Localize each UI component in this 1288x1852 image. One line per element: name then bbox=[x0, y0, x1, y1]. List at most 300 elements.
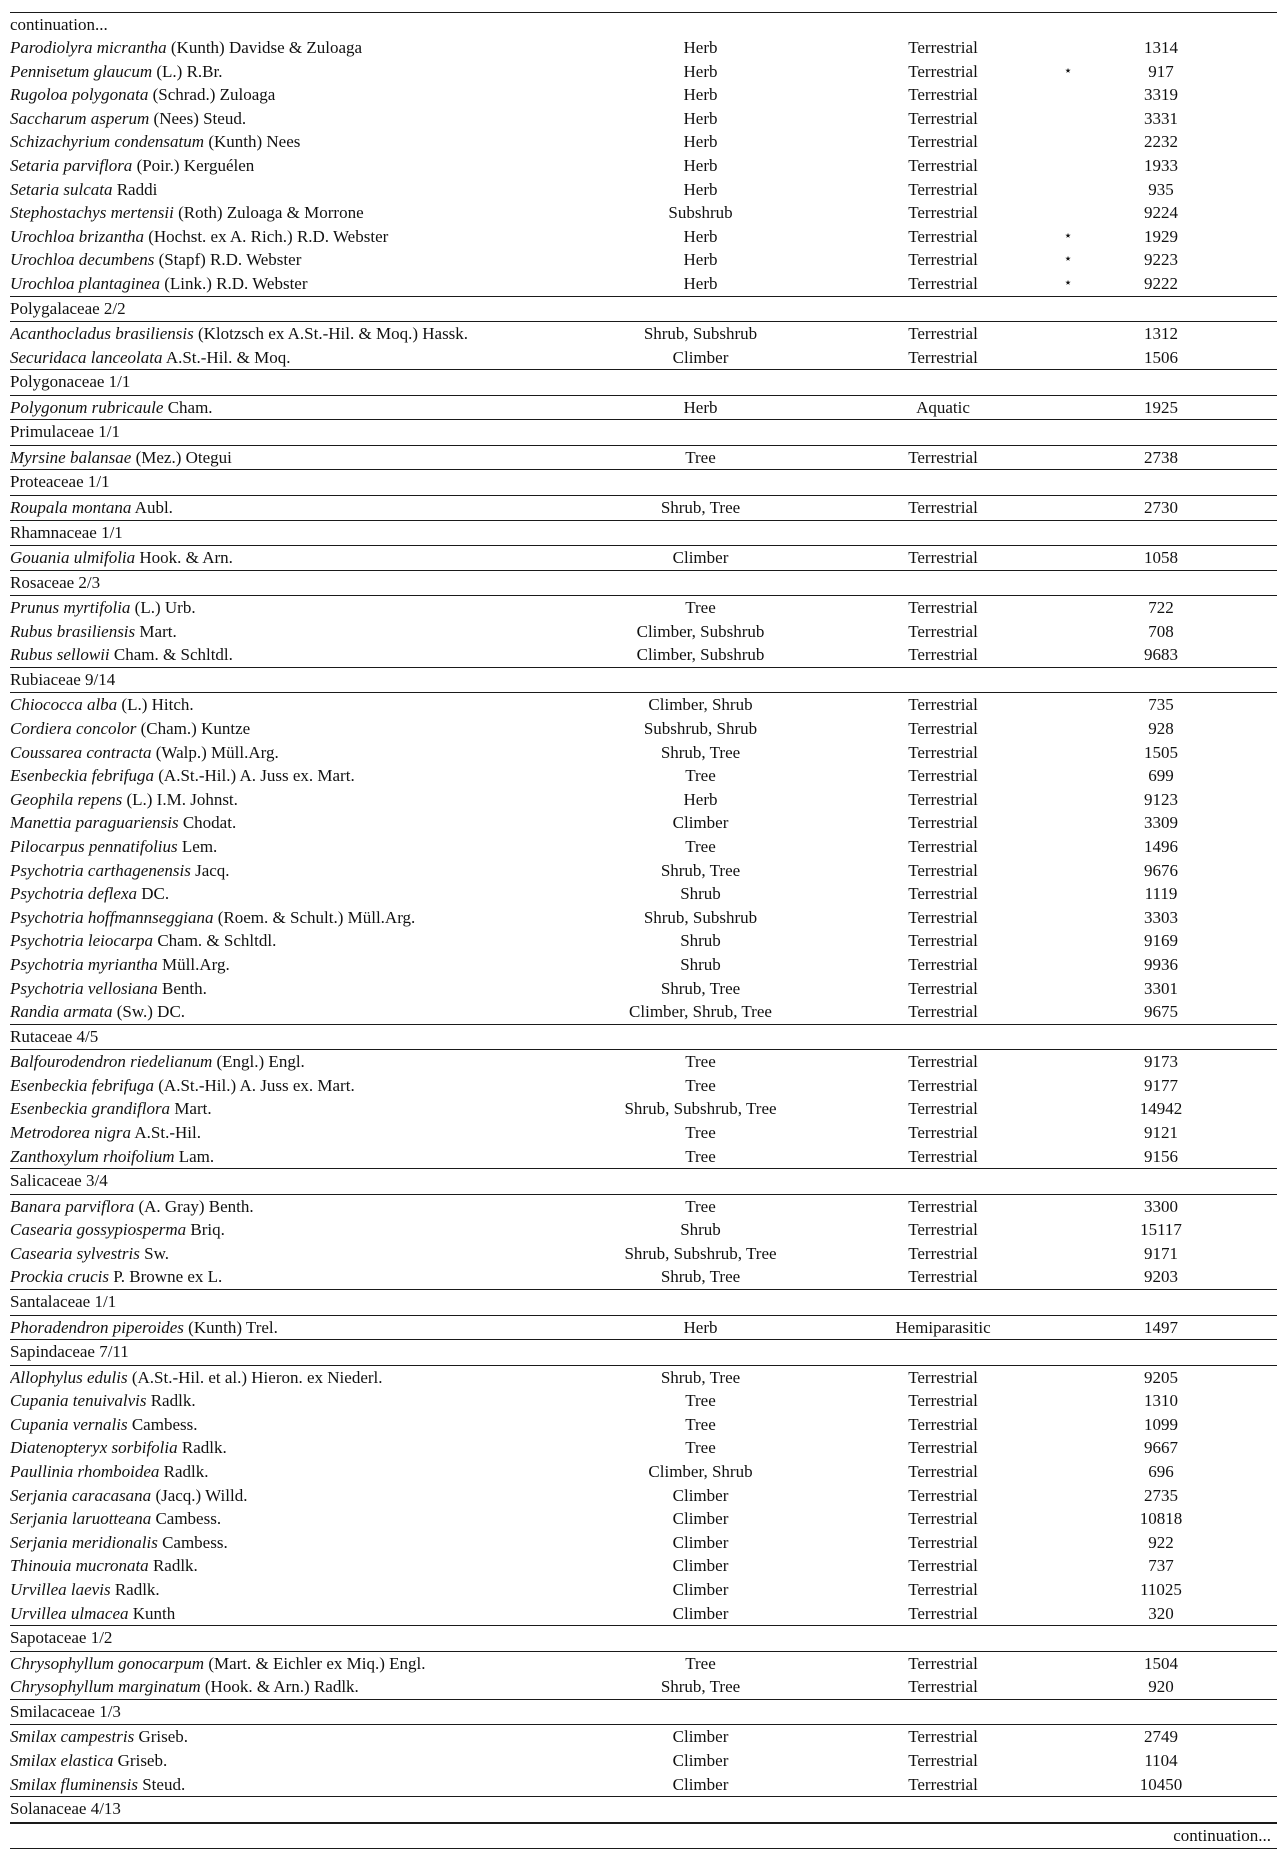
substrate-cell: Terrestrial bbox=[908, 548, 978, 567]
voucher-cell: 1933 bbox=[1144, 155, 1178, 175]
species-name: Psychotria hoffmannseggiana bbox=[10, 907, 214, 927]
voucher-cell: 1314 bbox=[1144, 38, 1178, 57]
table-row bbox=[10, 811, 1277, 835]
voucher-cell: 696 bbox=[1148, 1462, 1174, 1481]
family-header: Rosaceae 2/3 bbox=[10, 570, 1277, 597]
voucher-cell: 9121 bbox=[1144, 1122, 1178, 1142]
substrate-cell: Terrestrial bbox=[908, 61, 978, 81]
substrate-cell: Terrestrial bbox=[908, 497, 978, 517]
species-name: Casearia sylvestris bbox=[10, 1243, 140, 1263]
species-name: Urvillea laevis bbox=[10, 1579, 111, 1599]
voucher-cell: 9169 bbox=[1144, 931, 1178, 951]
substrate-cell: Terrestrial bbox=[908, 1579, 978, 1599]
species-name: Chiococca alba bbox=[10, 695, 118, 715]
taxon-name bbox=[10, 36, 565, 60]
table-row bbox=[10, 1316, 1277, 1340]
habit-cell: Shrub bbox=[680, 884, 721, 904]
voucher-cell: 14942 bbox=[1139, 1099, 1183, 1119]
author-name: (Link.) R.D. Webster bbox=[164, 273, 308, 293]
author-name: (Kunth) Nees bbox=[208, 132, 301, 152]
taxon-name bbox=[10, 620, 565, 644]
taxon-name bbox=[10, 835, 565, 859]
voucher-cell: 9936 bbox=[1144, 954, 1178, 974]
table-row bbox=[10, 788, 1277, 812]
substrate-cell: Terrestrial bbox=[908, 226, 978, 246]
author-name: Steud. bbox=[142, 1774, 186, 1794]
taxon-name bbox=[10, 1725, 565, 1749]
table-row bbox=[10, 546, 1277, 570]
voucher-cell: 9156 bbox=[1144, 1146, 1178, 1166]
species-table bbox=[10, 12, 1277, 1849]
taxon-name bbox=[10, 1097, 565, 1121]
table-row bbox=[10, 1000, 1277, 1024]
habit-cell: Herb bbox=[683, 1317, 718, 1337]
habit-cell: Tree bbox=[685, 766, 716, 786]
family-header: Primulaceae 1/1 bbox=[10, 419, 1277, 446]
table-row bbox=[10, 1413, 1277, 1437]
author-name: (Hochst. ex A. Rich.) R.D. Webster bbox=[148, 226, 389, 246]
author-name: (A.St.-Hil.) A. Juss ex. Mart. bbox=[158, 1075, 355, 1095]
table-row bbox=[10, 882, 1277, 906]
voucher-cell: 3303 bbox=[1144, 907, 1178, 927]
species-name: Randia armata bbox=[10, 1002, 113, 1022]
voucher-cell: 9177 bbox=[1144, 1075, 1178, 1095]
habit-cell: Herb bbox=[683, 250, 718, 270]
author-name: Radlk. bbox=[181, 1438, 227, 1458]
table-row bbox=[10, 1366, 1277, 1390]
species-name: Setaria parviflora bbox=[10, 155, 133, 175]
voucher-cell: 1505 bbox=[1144, 742, 1178, 762]
species-name: Banara parviflora bbox=[10, 1196, 135, 1216]
author-name: (Roth) Zuloaga & Morrone bbox=[178, 203, 364, 223]
habit-cell: Climber bbox=[672, 1750, 729, 1770]
taxon-name bbox=[10, 1074, 565, 1098]
species-name: Polygonum rubricaule bbox=[10, 397, 164, 417]
habit-cell: Tree bbox=[685, 1146, 716, 1166]
table-row bbox=[10, 1578, 1277, 1602]
voucher-cell: 9223 bbox=[1144, 250, 1178, 270]
taxon-name bbox=[10, 1316, 565, 1340]
taxon-name bbox=[10, 929, 565, 953]
species-name: Urvillea ulmacea bbox=[10, 1603, 129, 1623]
author-name: (Schrad.) Zuloaga bbox=[152, 85, 276, 105]
substrate-cell: Terrestrial bbox=[908, 954, 978, 974]
star-marker: ⋆ bbox=[1063, 228, 1073, 244]
habit-cell: Climber bbox=[672, 1774, 729, 1794]
substrate-cell: Terrestrial bbox=[908, 907, 978, 927]
voucher-cell: 935 bbox=[1148, 179, 1174, 199]
voucher-cell: 9123 bbox=[1144, 789, 1178, 809]
species-name: Rugoloa polygonata bbox=[10, 85, 149, 105]
substrate-cell: Terrestrial bbox=[908, 273, 978, 293]
table-row bbox=[10, 1097, 1277, 1121]
taxon-name bbox=[10, 1218, 565, 1242]
substrate-cell: Terrestrial bbox=[908, 813, 978, 833]
voucher-cell: 320 bbox=[1148, 1603, 1174, 1623]
species-name: Urochloa decumbens bbox=[10, 250, 155, 270]
species-name: Geophila repens bbox=[10, 789, 123, 809]
voucher-cell: 735 bbox=[1148, 695, 1174, 715]
substrate-cell: Terrestrial bbox=[908, 1438, 978, 1458]
substrate-cell: Terrestrial bbox=[908, 1774, 978, 1794]
taxon-name bbox=[10, 248, 565, 272]
habit-cell: Herb bbox=[683, 108, 718, 128]
voucher-cell: 1310 bbox=[1144, 1391, 1178, 1411]
table-row bbox=[10, 396, 1277, 420]
species-name: Gouania ulmifolia bbox=[10, 548, 136, 567]
author-name: Cham. bbox=[167, 397, 213, 417]
voucher-cell: 737 bbox=[1148, 1556, 1174, 1576]
author-name: A.St.-Hil. bbox=[134, 1122, 201, 1142]
author-name: Griseb. bbox=[117, 1750, 168, 1770]
taxon-name bbox=[10, 811, 565, 835]
taxon-name bbox=[10, 396, 565, 420]
habit-cell: Tree bbox=[685, 1075, 716, 1095]
species-name: Prockia crucis bbox=[10, 1267, 109, 1287]
table-row bbox=[10, 906, 1277, 930]
table-row bbox=[10, 346, 1277, 370]
species-name: Stephostachys mertensii bbox=[10, 203, 174, 223]
species-name: Psychotria carthagenensis bbox=[10, 860, 191, 880]
habit-cell: Shrub, Tree bbox=[660, 1677, 741, 1697]
author-name: (Jacq.) Willd. bbox=[155, 1485, 248, 1505]
taxon-name bbox=[10, 446, 565, 470]
substrate-cell: Terrestrial bbox=[908, 1391, 978, 1411]
habit-cell: Climber bbox=[672, 1509, 729, 1529]
author-name: Cham. & Schltdl. bbox=[157, 931, 277, 951]
taxon-name bbox=[10, 977, 565, 1001]
taxon-name bbox=[10, 1050, 565, 1074]
taxon-name bbox=[10, 1121, 565, 1145]
habit-cell: Climber bbox=[672, 1556, 729, 1576]
table-row bbox=[10, 1242, 1277, 1266]
taxon-name bbox=[10, 1242, 565, 1266]
table-row bbox=[10, 1554, 1277, 1578]
habit-cell: Climber bbox=[672, 1727, 729, 1747]
substrate-cell: Terrestrial bbox=[908, 1146, 978, 1166]
species-name: Roupala montana bbox=[10, 497, 132, 517]
species-name: Psychotria deflexa bbox=[10, 884, 137, 904]
family-header: Proteaceae 1/1 bbox=[10, 469, 1277, 496]
substrate-cell: Terrestrial bbox=[908, 1485, 978, 1505]
taxon-name bbox=[10, 1749, 565, 1773]
species-name: Urochloa plantaginea bbox=[10, 273, 160, 293]
author-name: (Cham.) Kuntze bbox=[140, 718, 251, 738]
habit-cell: Shrub, Subshrub, Tree bbox=[624, 1099, 777, 1119]
taxon-name bbox=[10, 906, 565, 930]
voucher-cell: 10818 bbox=[1139, 1509, 1183, 1529]
species-name: Urochloa brizantha bbox=[10, 226, 144, 246]
habit-cell: Shrub bbox=[680, 1220, 721, 1240]
habit-cell: Herb bbox=[683, 179, 718, 199]
substrate-cell: Terrestrial bbox=[908, 179, 978, 199]
species-name: Smilax elastica bbox=[10, 1750, 114, 1770]
habit-cell: Subshrub bbox=[668, 203, 733, 223]
substrate-cell: Terrestrial bbox=[908, 1243, 978, 1263]
taxon-name bbox=[10, 1578, 565, 1602]
family-header: Rutaceae 4/5 bbox=[10, 1024, 1277, 1051]
substrate-cell: Terrestrial bbox=[908, 931, 978, 951]
table-row bbox=[10, 717, 1277, 741]
table-row bbox=[10, 225, 1277, 249]
habit-cell: Climber bbox=[672, 1532, 729, 1552]
habit-cell: Climber, Subshrub bbox=[636, 621, 765, 641]
habit-cell: Tree bbox=[685, 1438, 716, 1458]
voucher-cell: 1506 bbox=[1144, 347, 1178, 367]
habit-cell: Herb bbox=[683, 61, 718, 81]
species-name: Metrodorea nigra bbox=[10, 1122, 132, 1142]
taxon-name bbox=[10, 1675, 565, 1699]
species-name: Prunus myrtifolia bbox=[10, 598, 131, 618]
habit-cell: Tree bbox=[685, 836, 716, 856]
taxon-name bbox=[10, 1652, 565, 1676]
taxon-name bbox=[10, 953, 565, 977]
author-name: (Stapf) R.D. Webster bbox=[158, 250, 302, 270]
voucher-cell: 722 bbox=[1148, 598, 1174, 618]
table-row bbox=[10, 1074, 1277, 1098]
voucher-cell: 1925 bbox=[1144, 397, 1178, 417]
table-row bbox=[10, 1531, 1277, 1555]
species-name: Cupania tenuivalvis bbox=[10, 1391, 147, 1411]
substrate-cell: Terrestrial bbox=[908, 324, 978, 344]
author-name: (Mez.) Otegui bbox=[135, 447, 232, 467]
taxon-name bbox=[10, 60, 565, 84]
author-name: (Engl.) Engl. bbox=[216, 1052, 305, 1072]
table-row bbox=[10, 130, 1277, 154]
table-row bbox=[10, 1652, 1277, 1676]
substrate-cell: Terrestrial bbox=[908, 347, 978, 367]
author-name: Sw. bbox=[144, 1243, 169, 1263]
substrate-cell: Terrestrial bbox=[908, 1603, 978, 1623]
voucher-cell: 9683 bbox=[1144, 645, 1178, 665]
species-name: Setaria sulcata bbox=[10, 179, 113, 199]
table-row bbox=[10, 1145, 1277, 1169]
table-row bbox=[10, 764, 1277, 788]
taxon-name bbox=[10, 1000, 565, 1024]
habit-cell: Herb bbox=[683, 789, 718, 809]
taxon-name bbox=[10, 693, 565, 717]
table-row bbox=[10, 1050, 1277, 1074]
author-name: DC. bbox=[141, 884, 170, 904]
family-header: Santalaceae 1/1 bbox=[10, 1289, 1277, 1316]
substrate-cell: Terrestrial bbox=[908, 1677, 978, 1697]
table-row bbox=[10, 643, 1277, 667]
voucher-cell: 9203 bbox=[1144, 1267, 1178, 1287]
family-header: Polygalaceae 2/2 bbox=[10, 296, 1277, 323]
table-row bbox=[10, 1460, 1277, 1484]
species-name: Chrysophyllum marginatum bbox=[10, 1677, 201, 1697]
author-name: Kunth bbox=[132, 1603, 176, 1623]
substrate-cell: Terrestrial bbox=[908, 1727, 978, 1747]
table-row bbox=[10, 154, 1277, 178]
habit-cell: Climber, Subshrub bbox=[636, 645, 765, 665]
voucher-cell: 1312 bbox=[1144, 324, 1178, 344]
author-name: (Roem. & Schult.) Müll.Arg. bbox=[217, 907, 416, 927]
voucher-cell: 917 bbox=[1148, 61, 1174, 81]
habit-cell: Herb bbox=[683, 38, 718, 57]
family-header: Sapotaceae 1/2 bbox=[10, 1625, 1277, 1652]
voucher-cell: 928 bbox=[1148, 718, 1174, 738]
author-name: (Kunth) Davidse & Zuloaga bbox=[170, 38, 363, 57]
species-name: Paullinia rhomboidea bbox=[10, 1462, 160, 1481]
species-name: Serjania caracasana bbox=[10, 1485, 152, 1505]
taxon-name bbox=[10, 496, 565, 520]
author-name: Griseb. bbox=[138, 1727, 189, 1747]
species-name: Cupania vernalis bbox=[10, 1414, 128, 1434]
habit-cell: Tree bbox=[685, 1052, 716, 1072]
table-row bbox=[10, 835, 1277, 859]
taxon-name bbox=[10, 882, 565, 906]
substrate-cell: Terrestrial bbox=[908, 718, 978, 738]
habit-cell: Subshrub, Shrub bbox=[643, 718, 758, 738]
table-row bbox=[10, 596, 1277, 620]
taxon-name bbox=[10, 1436, 565, 1460]
voucher-cell: 9224 bbox=[1144, 203, 1178, 223]
substrate-cell: Terrestrial bbox=[908, 447, 978, 467]
taxon-name bbox=[10, 764, 565, 788]
species-name: Thinouia mucronata bbox=[10, 1556, 149, 1576]
habit-cell: Tree bbox=[685, 1414, 716, 1434]
voucher-cell: 699 bbox=[1148, 766, 1174, 786]
voucher-cell: 3301 bbox=[1144, 978, 1178, 998]
taxon-name bbox=[10, 717, 565, 741]
star-marker: ⋆ bbox=[1063, 63, 1073, 79]
species-name: Acanthocladus brasiliensis bbox=[10, 324, 194, 344]
voucher-cell: 9675 bbox=[1144, 1002, 1178, 1022]
taxon-name bbox=[10, 643, 565, 667]
author-name: (A.St.-Hil. et al.) Hieron. ex Niederl. bbox=[131, 1367, 383, 1387]
voucher-cell: 15117 bbox=[1140, 1220, 1182, 1240]
voucher-cell: 708 bbox=[1148, 621, 1174, 641]
table-row bbox=[10, 201, 1277, 225]
voucher-cell: 9676 bbox=[1144, 860, 1178, 880]
species-name: Casearia gossypiosperma bbox=[10, 1220, 187, 1240]
habit-cell: Climber bbox=[672, 1485, 729, 1505]
habit-cell: Herb bbox=[683, 85, 718, 105]
species-name: Schizachyrium condensatum bbox=[10, 132, 205, 152]
author-name: Chodat. bbox=[182, 813, 237, 833]
substrate-cell: Terrestrial bbox=[908, 1750, 978, 1770]
voucher-cell: 1119 bbox=[1144, 884, 1178, 904]
voucher-cell: 2735 bbox=[1144, 1485, 1178, 1505]
family-header: Rubiaceae 9/14 bbox=[10, 667, 1277, 694]
substrate-cell: Terrestrial bbox=[908, 108, 978, 128]
table-row bbox=[10, 1725, 1277, 1749]
substrate-cell: Terrestrial bbox=[908, 766, 978, 786]
table-row bbox=[10, 859, 1277, 883]
table-row bbox=[10, 1675, 1277, 1699]
habit-cell: Climber, Shrub bbox=[648, 695, 753, 715]
species-name: Saccharum asperum bbox=[10, 108, 150, 128]
taxon-name bbox=[10, 1773, 565, 1797]
author-name: Mart. bbox=[139, 621, 177, 641]
species-name: Smilax campestris bbox=[10, 1727, 135, 1747]
author-name: (L.) Hitch. bbox=[121, 695, 194, 715]
taxon-name bbox=[10, 859, 565, 883]
species-name: Zanthoxylum rhoifolium bbox=[10, 1146, 175, 1166]
habit-cell: Climber bbox=[672, 1603, 729, 1623]
habit-cell: Shrub, Tree bbox=[660, 1367, 741, 1387]
voucher-cell: 9222 bbox=[1144, 273, 1178, 293]
table-row bbox=[10, 60, 1277, 84]
species-name: Coussarea contracta bbox=[10, 742, 152, 762]
table-row bbox=[10, 620, 1277, 644]
substrate-cell: Terrestrial bbox=[908, 1052, 978, 1072]
habit-cell: Shrub, Subshrub bbox=[643, 324, 758, 344]
voucher-cell: 922 bbox=[1148, 1532, 1174, 1552]
substrate-cell: Terrestrial bbox=[908, 742, 978, 762]
substrate-cell: Terrestrial bbox=[908, 978, 978, 998]
taxon-name bbox=[10, 346, 565, 370]
author-name: A.St.-Hil. & Moq. bbox=[165, 347, 291, 367]
substrate-cell: Terrestrial bbox=[908, 132, 978, 152]
taxon-name bbox=[10, 1195, 565, 1219]
author-name: Mart. bbox=[174, 1099, 212, 1119]
taxon-name bbox=[10, 1531, 565, 1555]
author-name: (Walp.) Müll.Arg. bbox=[155, 742, 279, 762]
taxon-name bbox=[10, 788, 565, 812]
table-row bbox=[10, 1195, 1277, 1219]
taxon-name bbox=[10, 272, 565, 296]
taxon-name bbox=[10, 225, 565, 249]
habit-cell: Herb bbox=[683, 155, 718, 175]
taxon-name bbox=[10, 1602, 565, 1626]
author-name: (Poir.) Kerguélen bbox=[136, 155, 255, 175]
species-name: Securidaca lanceolata bbox=[10, 347, 163, 367]
substrate-cell: Terrestrial bbox=[908, 1267, 978, 1287]
author-name: (Mart. & Eichler ex Miq.) Engl. bbox=[208, 1653, 426, 1673]
substrate-cell: Terrestrial bbox=[908, 621, 978, 641]
table-row bbox=[10, 1265, 1277, 1289]
habit-cell: Climber bbox=[672, 347, 729, 367]
table-row bbox=[10, 1121, 1277, 1145]
species-name: Parodiolyra micrantha bbox=[10, 38, 167, 57]
habit-cell: Climber, Shrub bbox=[648, 1462, 753, 1481]
voucher-cell: 3309 bbox=[1144, 813, 1178, 833]
substrate-cell: Terrestrial bbox=[908, 695, 978, 715]
taxon-name bbox=[10, 130, 565, 154]
substrate-cell: Terrestrial bbox=[908, 38, 978, 57]
taxon-name bbox=[10, 1145, 565, 1169]
voucher-cell: 11025 bbox=[1140, 1579, 1182, 1599]
habit-cell: Shrub, Tree bbox=[660, 860, 741, 880]
species-name: Myrsine balansae bbox=[10, 447, 132, 467]
voucher-cell: 3319 bbox=[1144, 85, 1178, 105]
voucher-cell: 3300 bbox=[1144, 1196, 1178, 1216]
table-row bbox=[10, 1602, 1277, 1626]
habit-cell: Tree bbox=[685, 1653, 716, 1673]
habit-cell: Herb bbox=[683, 273, 718, 293]
table-row bbox=[10, 1436, 1277, 1460]
substrate-cell: Terrestrial bbox=[908, 1414, 978, 1434]
species-name: Cordiera concolor bbox=[10, 718, 137, 738]
voucher-cell: 2232 bbox=[1144, 132, 1178, 152]
author-name: Benth. bbox=[162, 978, 207, 998]
star-marker: ⋆ bbox=[1063, 252, 1073, 268]
author-name: (Hook. & Arn.) Radlk. bbox=[204, 1677, 359, 1697]
voucher-cell: 1058 bbox=[1144, 548, 1178, 567]
family-header: Rhamnaceae 1/1 bbox=[10, 520, 1277, 547]
voucher-cell: 1929 bbox=[1144, 226, 1178, 246]
author-name: Müll.Arg. bbox=[162, 954, 230, 974]
table-row bbox=[10, 496, 1277, 520]
taxon-name bbox=[10, 322, 565, 346]
author-name: Aubl. bbox=[134, 497, 173, 517]
substrate-cell: Terrestrial bbox=[908, 836, 978, 856]
table-row bbox=[10, 693, 1277, 717]
substrate-cell: Terrestrial bbox=[908, 789, 978, 809]
taxon-name bbox=[10, 201, 565, 225]
